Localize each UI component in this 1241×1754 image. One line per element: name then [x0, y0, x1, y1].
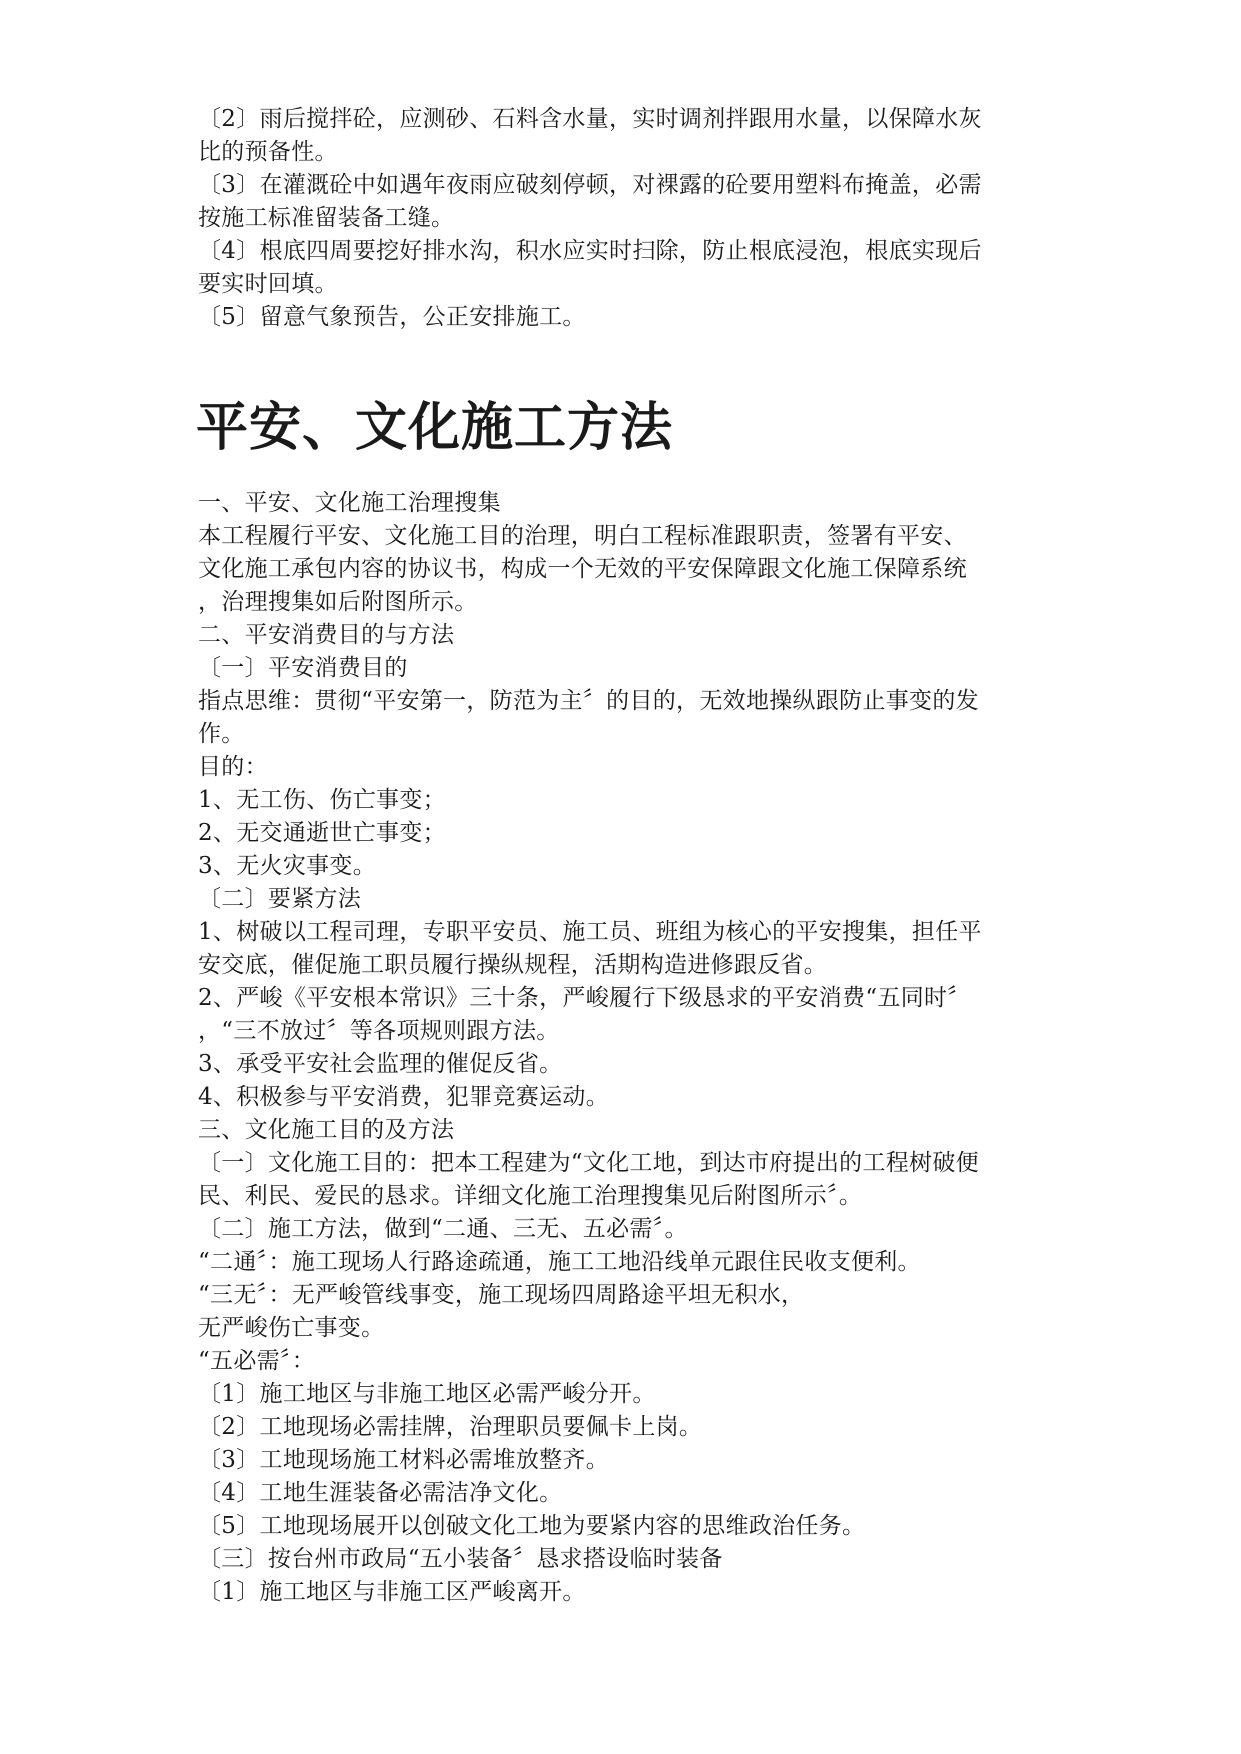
- text-line: 2、严峻《平安根本常识》三十条，严峻履行下级恳求的平安消费“五同时〞: [198, 985, 971, 1011]
- text-line: 〔5〕留意气象预告，公正安排施工。: [198, 304, 586, 330]
- text-line: 〔2〕工地现场必需挂牌，治理职员要佩卡上岗。: [198, 1414, 703, 1440]
- text-line: 二、平安消费目的与方法: [198, 622, 455, 648]
- text-line: 3、承受平安社会监理的催促反省。: [198, 1051, 563, 1077]
- text-line: 1、树破以工程司理，专职平安员、施工员、班组为核心的平安搜集，担任平: [198, 919, 982, 945]
- text-line: 〔一〕文化施工目的：把本工程建为“文化工地，到达市府提出的工程树破便: [198, 1150, 979, 1176]
- text-line: 比的预备性。: [198, 139, 338, 165]
- section-heading: 平安、文化施工方法: [196, 398, 674, 458]
- text-line: “二通〞：施工现场人行路途疏通，施工工地沿线单元跟住民收支便利。: [198, 1249, 921, 1275]
- text-line: 作。: [198, 721, 245, 747]
- text-line: 〔二〕施工方法，做到“二通、三无、五必需〞。: [198, 1216, 688, 1242]
- text-line: 〔5〕工地现场展开以创破文化工地为要紧内容的思维政治任务。: [198, 1513, 866, 1539]
- text-line: 文化施工承包内容的协议书，构成一个无效的平安保障跟文化施工保障系统: [198, 556, 967, 582]
- text-line: 2、无交通逝世亡事变；: [198, 820, 446, 846]
- text-line: 〔一〕平安消费目的: [198, 655, 408, 681]
- text-line: 3、无火灾事变。: [198, 853, 377, 879]
- text-line: 〔二〕要紧方法: [198, 886, 362, 912]
- text-line: 民、利民、爱民的恳求。详细文化施工治理搜集见后附图所示〞。: [198, 1183, 863, 1209]
- text-line: “五必需〞：: [198, 1348, 316, 1374]
- text-line: 〔1〕施工地区与非施工地区必需严峻分开。: [198, 1381, 656, 1407]
- text-line: 〔4〕工地生涯装备必需洁净文化。: [198, 1480, 563, 1506]
- text-line: 1、无工伤、伤亡事变；: [198, 787, 446, 813]
- section-body: [198, 487, 1048, 1609]
- text-line: 〔3〕工地现场施工材料必需堆放整齐。: [198, 1447, 610, 1473]
- text-line: 〔3〕在灌溉砼中如遇年夜雨应破刻停顿，对裸露的砼要用塑料布掩盖，必需: [198, 172, 982, 198]
- text-line: 安交底，催促施工职员履行操纵规程，活期构造进修跟反省。: [198, 952, 828, 978]
- intro-paragraphs: [198, 103, 1048, 334]
- text-line: 指点思维：贯彻“平安第一，防范为主〞的目的，无效地操纵跟防止事变的发: [198, 688, 979, 714]
- text-line: 三、文化施工目的及方法: [198, 1117, 455, 1143]
- text-line: 〔2〕雨后搅拌砼，应测砂、石料含水量，实时调剂拌跟用水量，以保障水灰: [198, 106, 982, 132]
- text-line: 要实时回填。: [198, 271, 338, 297]
- text-line: ，治理搜集如后附图所示。: [198, 589, 478, 615]
- text-line: 一、平安、文化施工治理搜集: [198, 490, 501, 516]
- text-line: 按施工标准留装备工缝。: [198, 205, 455, 231]
- text-line: 〔三〕按台州市政局“五小装备〞恳求搭设临时装备: [198, 1546, 723, 1572]
- text-line: 〔1〕施工地区与非施工区严峻离开。: [198, 1579, 586, 1605]
- text-line: 本工程履行平安、文化施工目的治理，明白工程标准跟职责，签署有平安、: [198, 523, 967, 549]
- text-line: 无严峻伤亡事变。: [198, 1315, 385, 1341]
- text-line: 〔4〕根底四周要挖好排水沟，积水应实时扫除，防止根底浸泡，根底实现后: [198, 238, 982, 264]
- text-line: 目的：: [198, 754, 268, 780]
- text-line: ，“三不放过〞等各项规则跟方法。: [198, 1018, 560, 1044]
- text-line: “三无〞：无严峻管线事变，施工现场四周路途平坦无积水，: [198, 1282, 805, 1308]
- text-line: 4、积极参与平安消费，犯罪竞赛运动。: [198, 1084, 610, 1110]
